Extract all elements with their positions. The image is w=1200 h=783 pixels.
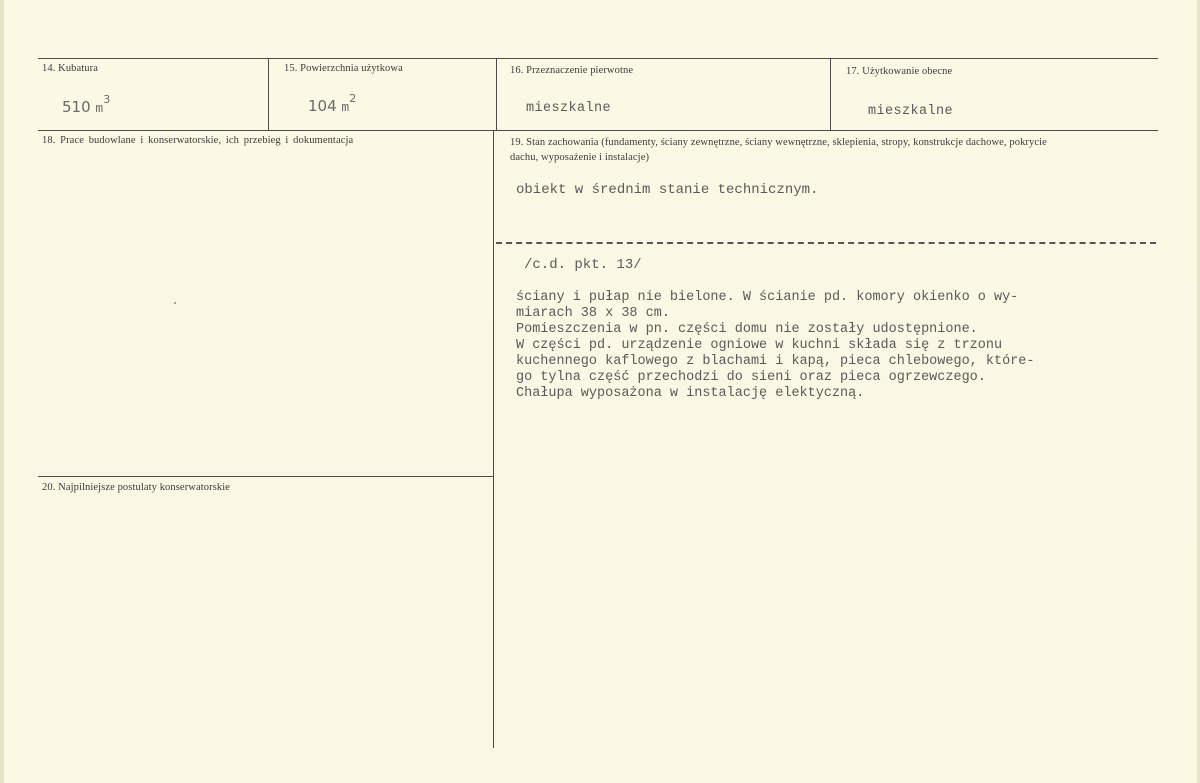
- continuation-line: ściany i pułap nie bielone. W ścianie pd. komory okienko o wy-: [516, 290, 1019, 305]
- card-edge-left: [0, 0, 4, 783]
- field-15-number: 104: [308, 97, 337, 115]
- field-14-number: 510: [62, 98, 91, 116]
- divider-15-16: [496, 58, 497, 130]
- field-14-unit: m: [95, 101, 104, 116]
- continuation-text: [516, 290, 1034, 402]
- stray-mark: [174, 302, 176, 304]
- field-15-value: [308, 92, 357, 115]
- field-20-label: 20. Najpilniejsze postulaty konserwatorskie: [42, 482, 231, 493]
- field-14-exponent: 3: [103, 93, 111, 106]
- continuation-line: miarach 38 x 38 cm.: [516, 306, 670, 321]
- top-rule: [38, 58, 1158, 59]
- row1-bottom-rule: [38, 130, 1158, 131]
- continuation-line: kuchennego kaflowego z blachami i kapą, pieca chlebowego, które-: [516, 354, 1035, 369]
- divider-16-17: [830, 58, 831, 130]
- field-17-value: mieszkalne: [868, 104, 954, 119]
- continuation-header: /c.d. pkt. 13/: [524, 257, 642, 273]
- continuation-line: Pomieszczenia w pn. części domu nie zostały udostępnione.: [516, 322, 978, 337]
- box18-bottom-rule: [38, 476, 494, 477]
- field-14-label: 14. Kubatura: [42, 63, 99, 74]
- continuation-line: W części pd. urządzenie ogniowe w kuchni składa się z trzonu: [516, 338, 1003, 353]
- field-16-label: 16. Przeznaczenie pierwotne: [510, 65, 634, 76]
- field-16-value: mieszkalne: [526, 101, 612, 116]
- continuation-separator: [496, 242, 1156, 244]
- field-19-label: 19. Stan zachowania (fundamenty, ściany zewnętrzne, ściany wewnętrzne, sklepienia, stropy, konstrukcje dachowe, pokrycie dachu, wyposażenie i instalacje): [510, 137, 1047, 163]
- field-17-label: 17. Użytkowanie obecne: [846, 66, 953, 77]
- field-15-label: 15. Powierzchnia użytkowa: [284, 63, 403, 74]
- field-18-label: 18. Prace budowlane i konserwatorskie, ich przebieg i dokumentacja: [42, 135, 354, 146]
- divider-main-column: [493, 130, 494, 748]
- field-15-unit: m: [341, 100, 350, 115]
- field-14-value: [62, 93, 111, 116]
- field-15-exponent: 2: [349, 92, 357, 105]
- divider-14-15: [268, 58, 269, 130]
- continuation-line: Chałupa wyposażona w instalację elektyczną.: [516, 386, 865, 401]
- field-19-value: obiekt w średnim stanie technicznym.: [516, 182, 819, 198]
- continuation-line: go tylna część przechodzi do sieni oraz pieca ogrzewczego.: [516, 370, 986, 385]
